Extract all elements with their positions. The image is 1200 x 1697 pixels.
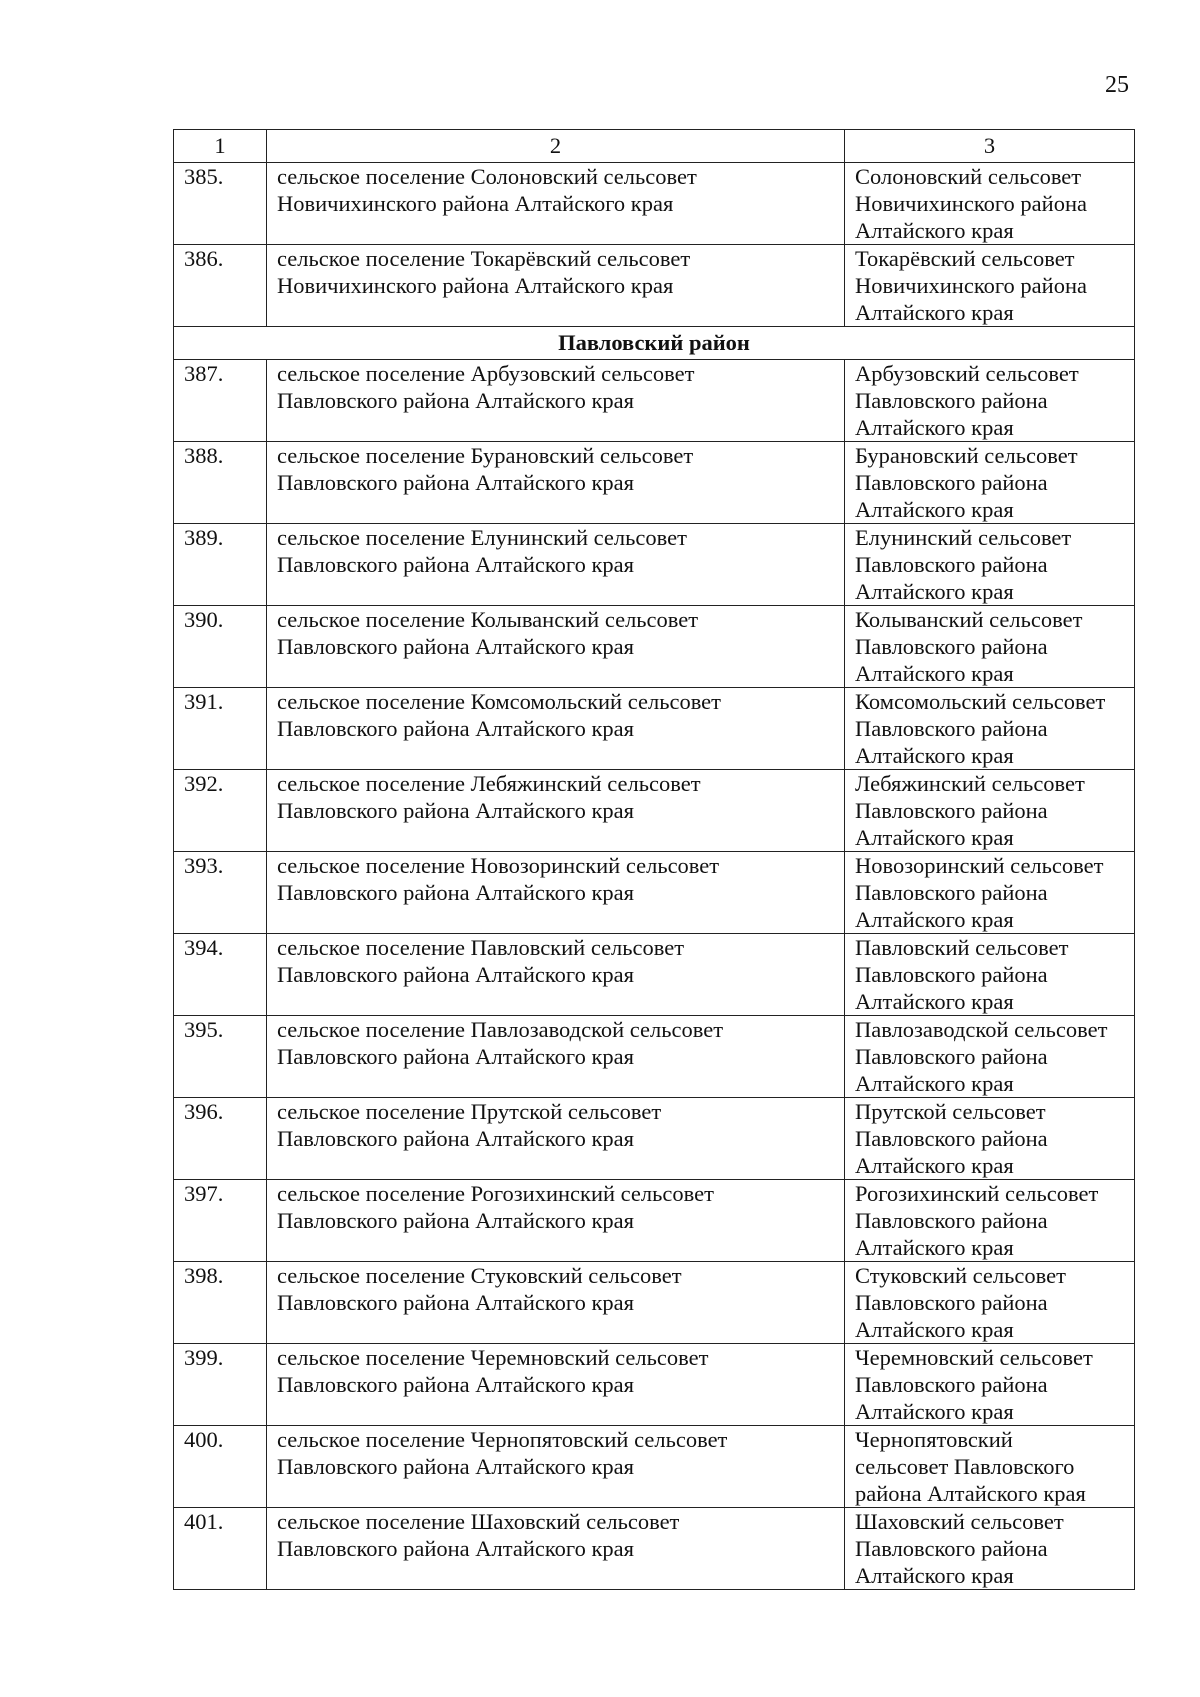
settlement-short-name-line: Алтайского края	[855, 579, 1014, 604]
settlement-full-name-line: сельское поселение Шаховский сельсовет	[277, 1509, 680, 1534]
settlement-short-name-line: Прутской сельсовет	[855, 1099, 1046, 1124]
settlement-full-name-line: сельское поселение Прутской сельсовет	[277, 1099, 662, 1124]
table-row	[174, 163, 1135, 245]
settlement-full-name-line: Павловского района Алтайского края	[277, 552, 634, 577]
settlement-full-name	[267, 770, 845, 852]
settlement-full-name-line: сельское поселение Комсомольский сельсовет	[277, 689, 722, 714]
settlement-full-name	[267, 1180, 845, 1262]
settlement-full-name-line: сельское поселение Колыванский сельсовет	[277, 607, 699, 632]
settlement-full-name-line: сельское поселение Павловский сельсовет	[277, 935, 685, 960]
settlement-full-name-line: сельское поселение Солоновский сельсовет	[277, 164, 697, 189]
settlement-short-name-line: Павловского района	[855, 388, 1048, 413]
settlement-short-name-line: района Алтайского края	[855, 1481, 1086, 1506]
settlement-short-name	[845, 360, 1135, 442]
settlement-short-name-line: Павловского района	[855, 470, 1048, 495]
section-title: Павловский район	[174, 327, 1135, 360]
settlement-full-name-line: сельское поселение Токарёвский сельсовет	[277, 246, 691, 271]
settlement-short-name	[845, 163, 1135, 245]
settlement-full-name-line: Павловского района Алтайского края	[277, 798, 634, 823]
settlement-short-name-line: Павловского района	[855, 1044, 1048, 1069]
settlement-short-name-line: Павлозаводской сельсовет	[855, 1017, 1108, 1042]
settlement-full-name-line: Новичихинского района Алтайского края	[277, 191, 674, 216]
settlement-short-name-line: Комсомольский сельсовет	[855, 689, 1106, 714]
settlement-short-name	[845, 770, 1135, 852]
settlement-short-name-line: Алтайского края	[855, 300, 1014, 325]
settlement-short-name-line: Павловского района	[855, 1536, 1048, 1561]
settlement-full-name-line: Павловского района Алтайского края	[277, 634, 634, 659]
settlement-full-name	[267, 1508, 845, 1590]
settlement-short-name-line: Павловского района	[855, 798, 1048, 823]
row-number: 394.	[174, 934, 267, 1016]
row-number: 387.	[174, 360, 267, 442]
table-row	[174, 852, 1135, 934]
settlement-full-name-line: Павловского района Алтайского края	[277, 716, 634, 741]
settlement-full-name-line: Павловского района Алтайского края	[277, 470, 634, 495]
settlement-full-name	[267, 1262, 845, 1344]
row-number: 395.	[174, 1016, 267, 1098]
settlement-short-name-line: Павловского района	[855, 1290, 1048, 1315]
settlement-short-name-line: Павловского района	[855, 552, 1048, 577]
settlement-full-name-line: Павловского района Алтайского края	[277, 1536, 634, 1561]
settlement-full-name-line: сельское поселение Арбузовский сельсовет	[277, 361, 695, 386]
table-row	[174, 360, 1135, 442]
settlement-short-name	[845, 1016, 1135, 1098]
settlement-full-name-line: Павловского района Алтайского края	[277, 1044, 634, 1069]
row-number: 389.	[174, 524, 267, 606]
settlement-short-name-line: Алтайского края	[855, 1071, 1014, 1096]
row-number: 388.	[174, 442, 267, 524]
settlement-short-name-line: Елунинский сельсовет	[855, 525, 1072, 550]
settlement-full-name-line: Павловского района Алтайского края	[277, 1454, 634, 1479]
row-number: 393.	[174, 852, 267, 934]
settlement-full-name-line: сельское поселение Стуковский сельсовет	[277, 1263, 682, 1288]
row-number: 401.	[174, 1508, 267, 1590]
row-number: 386.	[174, 245, 267, 327]
settlement-full-name	[267, 524, 845, 606]
settlement-full-name	[267, 1426, 845, 1508]
settlement-short-name-line: Алтайского края	[855, 1235, 1014, 1260]
settlement-full-name-line: Павловского района Алтайского края	[277, 1126, 634, 1151]
settlement-short-name-line: Стуковский сельсовет	[855, 1263, 1066, 1288]
settlement-full-name	[267, 1344, 845, 1426]
table-row	[174, 1262, 1135, 1344]
settlement-full-name	[267, 1098, 845, 1180]
settlement-short-name-line: Чернопятовский	[855, 1427, 1013, 1452]
settlement-full-name-line: Павловского района Алтайского края	[277, 1290, 634, 1315]
table-row	[174, 688, 1135, 770]
settlement-short-name-line: Колыванский сельсовет	[855, 607, 1083, 632]
settlement-short-name	[845, 442, 1135, 524]
table-row	[174, 1426, 1135, 1508]
table-row	[174, 1344, 1135, 1426]
settlement-short-name-line: Павловского района	[855, 880, 1048, 905]
settlement-short-name-line: Алтайского края	[855, 661, 1014, 686]
settlement-full-name-line: Павловского района Алтайского края	[277, 962, 634, 987]
row-number: 391.	[174, 688, 267, 770]
section-row	[174, 327, 1135, 360]
settlement-short-name	[845, 688, 1135, 770]
settlement-short-name-line: Алтайского края	[855, 825, 1014, 850]
settlement-full-name-line: сельское поселение Черемновский сельсовет	[277, 1345, 709, 1370]
row-number: 392.	[174, 770, 267, 852]
settlement-short-name-line: Павловского района	[855, 1208, 1048, 1233]
row-number: 390.	[174, 606, 267, 688]
settlement-short-name	[845, 934, 1135, 1016]
settlement-short-name	[845, 1180, 1135, 1262]
table-row	[174, 524, 1135, 606]
settlement-full-name	[267, 606, 845, 688]
settlement-short-name-line: Алтайского края	[855, 218, 1014, 243]
settlement-short-name-line: Алтайского края	[855, 1153, 1014, 1178]
settlement-short-name-line: Новозоринский сельсовет	[855, 853, 1104, 878]
settlement-short-name-line: Павловского района	[855, 634, 1048, 659]
settlement-short-name-line: Бурановский сельсовет	[855, 443, 1078, 468]
settlement-full-name-line: сельское поселение Лебяжинский сельсовет	[277, 771, 701, 796]
settlement-full-name	[267, 442, 845, 524]
column-header: 1	[174, 130, 267, 163]
settlement-short-name-line: Черемновский сельсовет	[855, 1345, 1093, 1370]
settlement-full-name-line: Павловского района Алтайского края	[277, 388, 634, 413]
page-number: 25	[1105, 72, 1129, 98]
settlement-short-name-line: Токарёвский сельсовет	[855, 246, 1075, 271]
settlement-short-name-line: Алтайского края	[855, 743, 1014, 768]
settlement-full-name	[267, 688, 845, 770]
settlement-short-name-line: Рогозихинский сельсовет	[855, 1181, 1099, 1206]
settlement-short-name-line: Алтайского края	[855, 1563, 1014, 1588]
row-number: 400.	[174, 1426, 267, 1508]
table-row	[174, 934, 1135, 1016]
row-number: 385.	[174, 163, 267, 245]
column-header: 3	[845, 130, 1135, 163]
settlement-short-name	[845, 524, 1135, 606]
settlement-short-name-line: Павловского района	[855, 962, 1048, 987]
settlement-short-name-line: Алтайского края	[855, 907, 1014, 932]
settlement-short-name-line: Арбузовский сельсовет	[855, 361, 1079, 386]
settlement-short-name	[845, 852, 1135, 934]
table-row	[174, 1098, 1135, 1180]
row-number: 396.	[174, 1098, 267, 1180]
settlement-full-name-line: Новичихинского района Алтайского края	[277, 273, 674, 298]
row-number: 399.	[174, 1344, 267, 1426]
table-row	[174, 606, 1135, 688]
settlement-short-name-line: Лебяжинский сельсовет	[855, 771, 1085, 796]
column-header: 2	[267, 130, 845, 163]
settlement-short-name-line: Новичихинского района	[855, 273, 1087, 298]
settlement-full-name-line: сельское поселение Елунинский сельсовет	[277, 525, 687, 550]
settlement-full-name	[267, 1016, 845, 1098]
settlement-short-name-line: Алтайского края	[855, 497, 1014, 522]
settlement-full-name-line: сельское поселение Новозоринский сельсовет	[277, 853, 720, 878]
settlement-short-name	[845, 1344, 1135, 1426]
settlement-short-name	[845, 245, 1135, 327]
table-row	[174, 1180, 1135, 1262]
settlement-full-name	[267, 163, 845, 245]
settlement-short-name	[845, 1262, 1135, 1344]
settlement-short-name	[845, 1098, 1135, 1180]
settlement-short-name-line: сельсовет Павловского	[855, 1454, 1075, 1479]
settlement-short-name-line: Павловского района	[855, 1126, 1048, 1151]
settlement-short-name	[845, 606, 1135, 688]
table-row	[174, 442, 1135, 524]
settlement-full-name-line: сельское поселение Павлозаводской сельсовет	[277, 1017, 724, 1042]
settlements-table	[173, 129, 1135, 1590]
settlement-full-name-line: сельское поселение Чернопятовский сельсовет	[277, 1427, 728, 1452]
settlement-full-name-line: Павловского района Алтайского края	[277, 1208, 634, 1233]
settlement-short-name-line: Солоновский сельсовет	[855, 164, 1082, 189]
settlement-short-name	[845, 1508, 1135, 1590]
settlement-full-name-line: сельское поселение Бурановский сельсовет	[277, 443, 694, 468]
settlement-full-name-line: сельское поселение Рогозихинский сельсовет	[277, 1181, 714, 1206]
settlement-full-name-line: Павловского района Алтайского края	[277, 880, 634, 905]
settlement-short-name-line: Алтайского края	[855, 1399, 1014, 1424]
table-row	[174, 770, 1135, 852]
settlement-short-name-line: Алтайского края	[855, 989, 1014, 1014]
settlement-short-name-line: Шаховский сельсовет	[855, 1509, 1064, 1534]
settlement-short-name-line: Алтайского края	[855, 1317, 1014, 1342]
settlement-short-name-line: Павловского района	[855, 716, 1048, 741]
row-number: 397.	[174, 1180, 267, 1262]
settlement-short-name	[845, 1426, 1135, 1508]
table-row	[174, 245, 1135, 327]
row-number: 398.	[174, 1262, 267, 1344]
table-row	[174, 1508, 1135, 1590]
table-header-row	[174, 130, 1135, 163]
settlement-full-name	[267, 852, 845, 934]
settlement-full-name	[267, 934, 845, 1016]
settlement-short-name-line: Павловский сельсовет	[855, 935, 1069, 960]
settlement-full-name	[267, 360, 845, 442]
settlement-short-name-line: Алтайского края	[855, 415, 1014, 440]
settlement-short-name-line: Павловского района	[855, 1372, 1048, 1397]
settlement-full-name-line: Павловского района Алтайского края	[277, 1372, 634, 1397]
settlement-short-name-line: Новичихинского района	[855, 191, 1087, 216]
settlement-full-name	[267, 245, 845, 327]
table-row	[174, 1016, 1135, 1098]
